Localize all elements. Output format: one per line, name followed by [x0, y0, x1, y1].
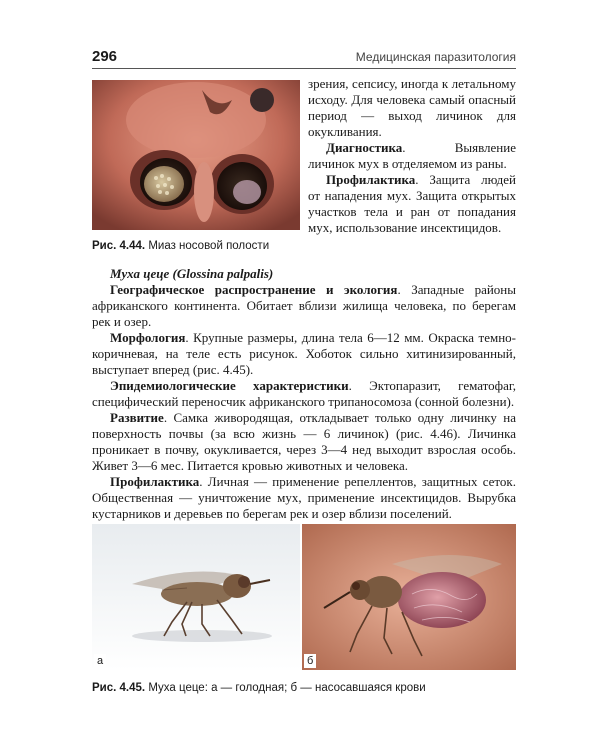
morphology-paragraph: Морфология. Крупные размеры, длина тела 6—12 мм. Окраска темно-коричневая, на теле есть рисунок. Хоботок сильно хитинизированный, выступает вперед (рис. 4.45). [92, 330, 516, 377]
figure-4-44-caption: Рис. 4.44. Миаз носовой полости [92, 240, 270, 252]
page-number: 296 [92, 48, 118, 65]
section-title: Муха цеце (Glossina palpalis) [110, 266, 274, 281]
development-paragraph: Развитие. Самка живородящая, откладывает только одну личинку на поверхность почвы (за всю жизнь — 6 личинок) (рис. 4.46). Личинка проникает в почву, окукливается, через 3—4 нед выходит взрослая особь. Живет 3—6 мес. Питается кровью животных и человека. [92, 410, 516, 473]
nasal-myiasis-photo [92, 80, 300, 230]
header-rule [92, 68, 516, 69]
running-title: Медицинская паразитология [355, 50, 516, 64]
figure-4-45-caption: Рис. 4.45. Муха цеце: а — голодная; б — насосавшаяся крови [92, 682, 426, 694]
tsetse-section [92, 266, 516, 522]
label-a: а [94, 654, 106, 668]
tsetse-hungry-photo [92, 524, 300, 670]
epidemiology-paragraph: Эпидемиологические характеристики. Эктопаразит, гематофаг, специфический переносчик африканского трипаносомоза (сонной болезни). [92, 378, 516, 409]
geography-paragraph: Географическое распространение и экология. Западные районы африканского континента. Обитает вблизи жилища человека, по берегам рек и озер. [92, 282, 516, 329]
label-b: б [304, 654, 316, 668]
prophylaxis-paragraph: Профилактика. Личная — применение репеллентов, защитных сеток. Общественная — уничтожение мух, применение инсектицидов. Вырубка кустарников и деревьев по берегам рек и озер вблизи поселений. [92, 474, 516, 521]
page-header [92, 48, 516, 70]
tsetse-engorged-photo [302, 524, 516, 670]
right-column-text [308, 76, 516, 236]
continuation-paragraph: зрения, сепсису, иногда к летальному исходу. Для человека самый опасный период — выход личинок для окукливания. [308, 76, 516, 139]
diagnostics-paragraph: Диагностика. Выявление личинок мух в отделяемом из раны. [308, 140, 516, 171]
prevention-paragraph: Профилактика. Защита людей от нападения мух. Защита открытых участков тела и ран от попадания мух, использование инсектицидов. [308, 172, 516, 235]
